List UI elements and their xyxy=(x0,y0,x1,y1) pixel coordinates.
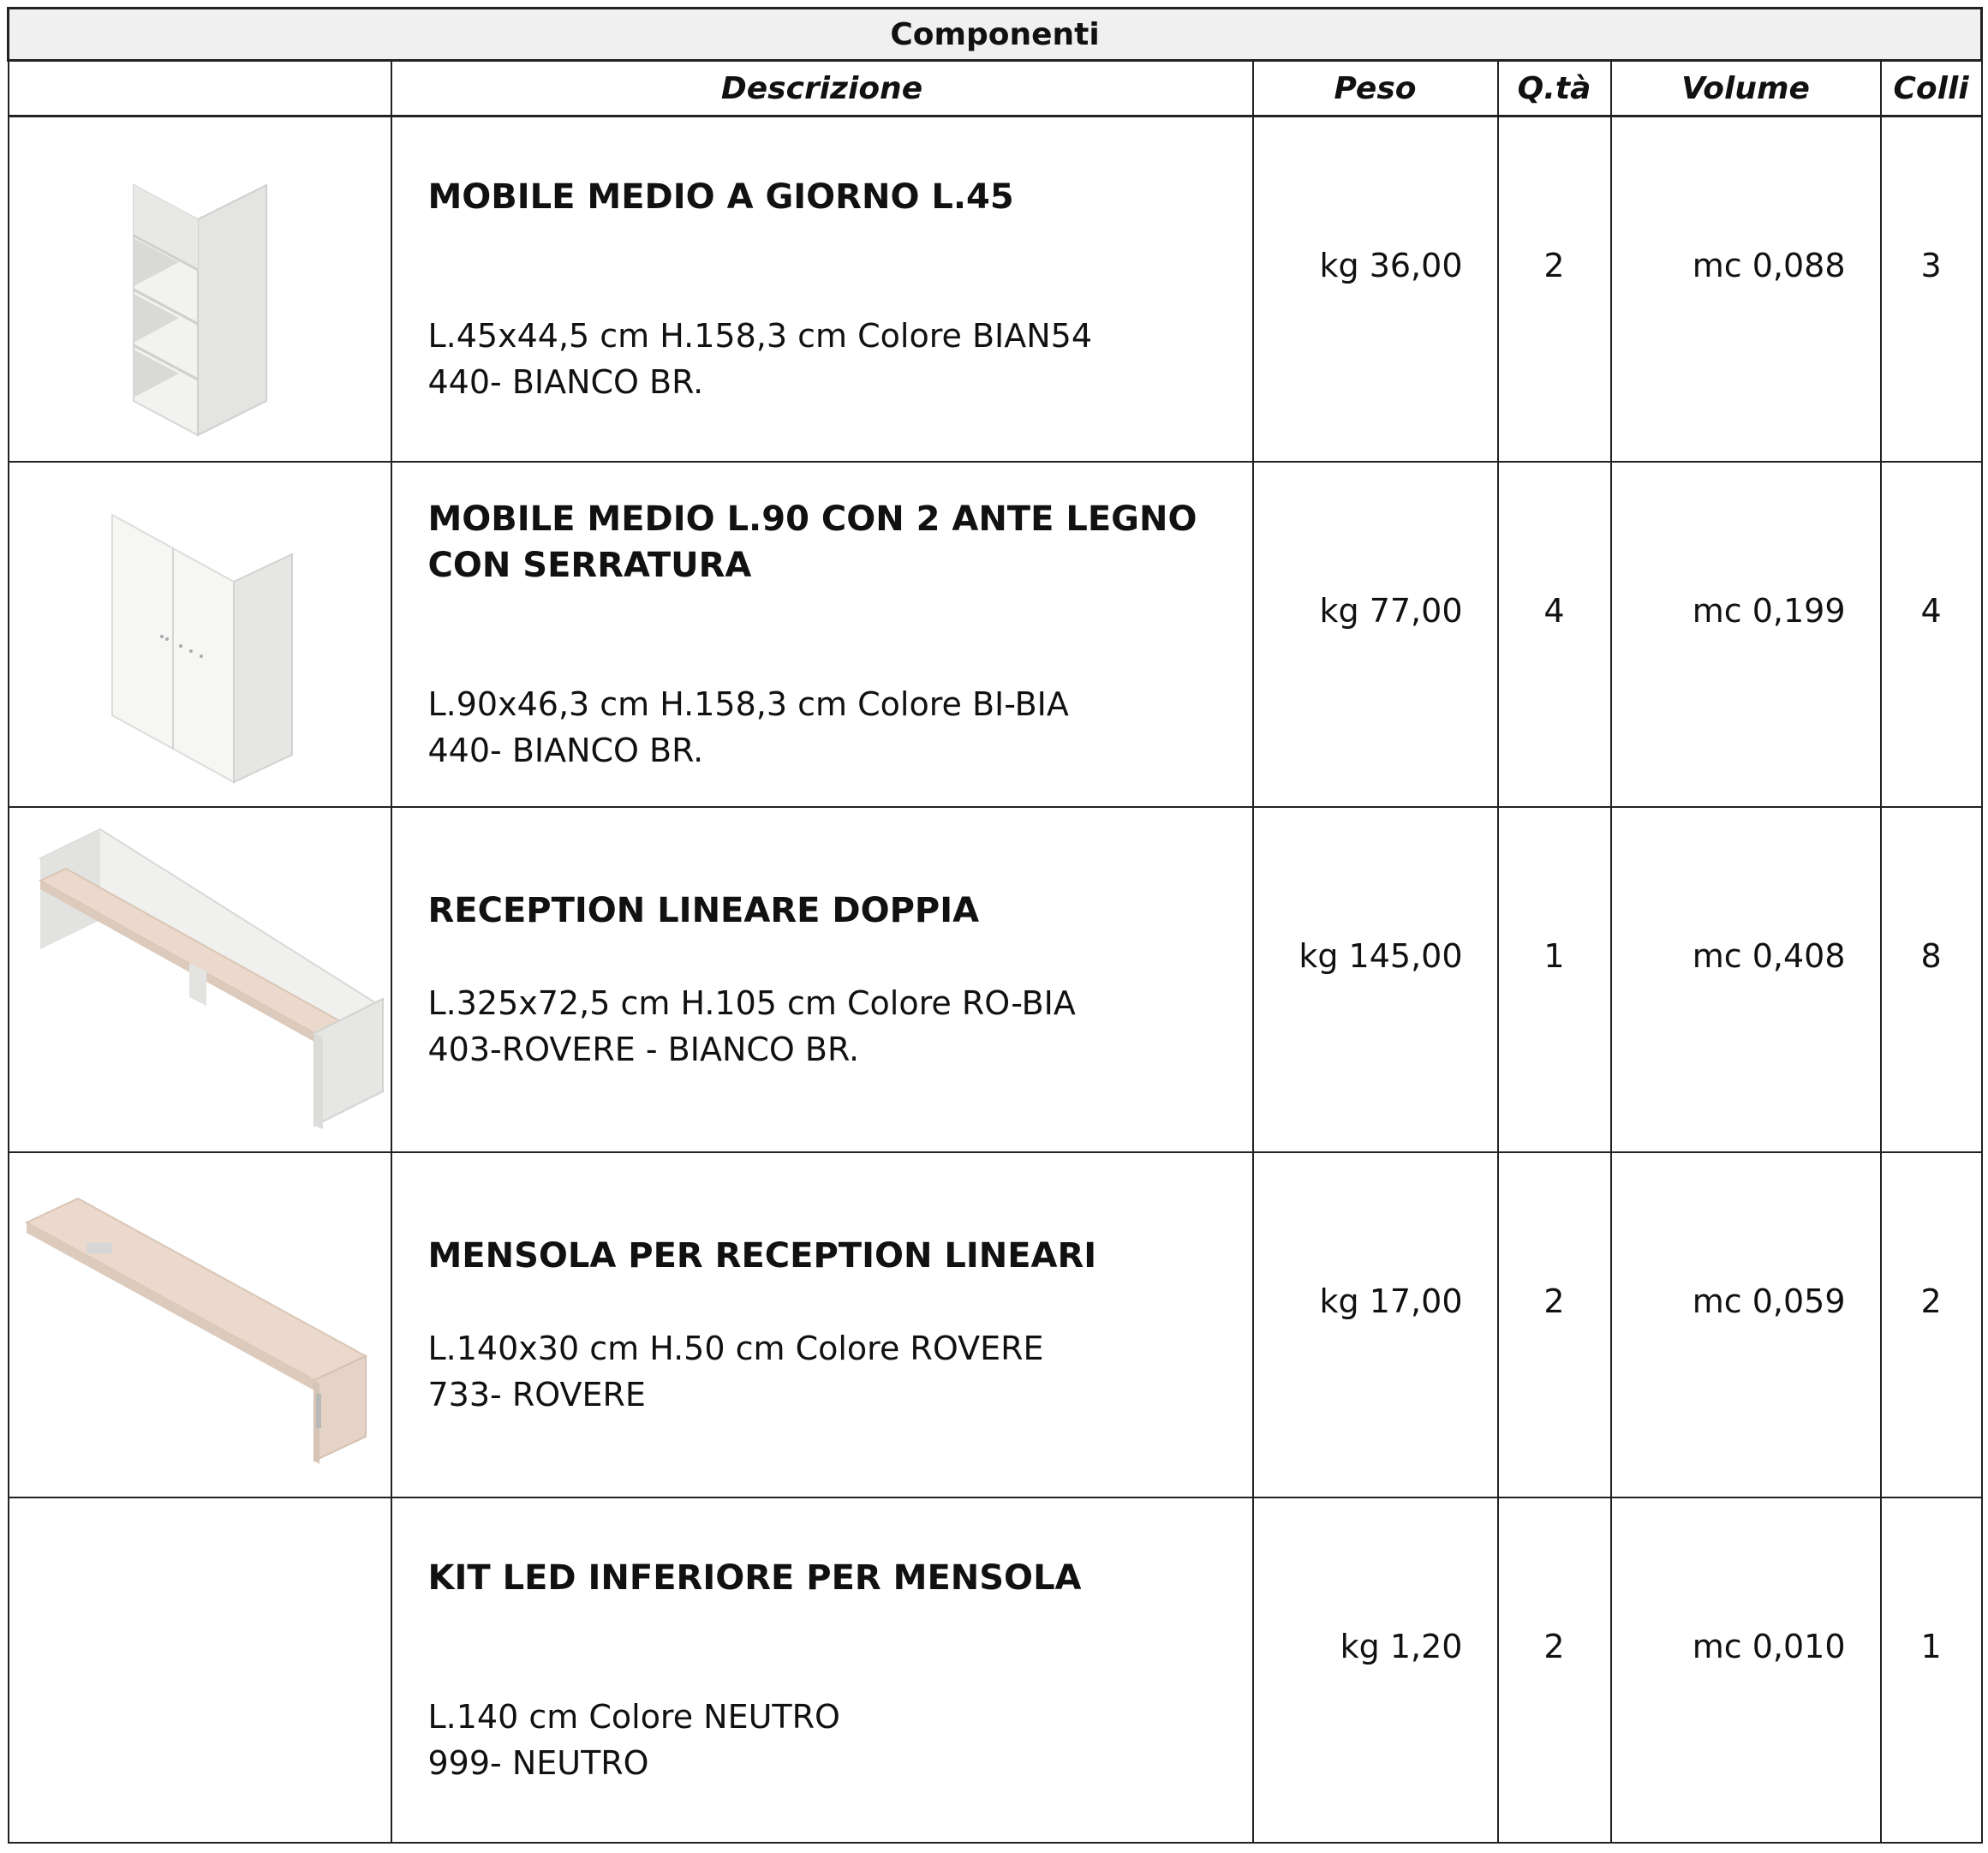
product-spec: L.140 cm Colore NEUTRO xyxy=(427,1697,840,1736)
peso-cell xyxy=(1253,462,1498,807)
table-row xyxy=(9,807,1982,1152)
product-name: MOBILE MEDIO A GIORNO L.45 xyxy=(427,176,1014,217)
product-image-cell xyxy=(9,1497,391,1843)
table-row xyxy=(9,117,1982,463)
peso-cell xyxy=(1253,117,1498,463)
product-color-code: 403-ROVERE - BIANCO BR. xyxy=(427,1030,860,1068)
peso-cell xyxy=(1253,1497,1498,1843)
qta-value: 4 xyxy=(1543,591,1565,630)
description-cell xyxy=(391,117,1253,463)
volume-cell xyxy=(1611,117,1881,463)
colli-value: 8 xyxy=(1920,936,1942,975)
product-image-cell xyxy=(9,462,391,807)
peso-value: kg 77,00 xyxy=(1319,591,1463,630)
product-color-code: 733- ROVERE xyxy=(427,1375,646,1414)
volume-cell xyxy=(1611,462,1881,807)
components-sheet xyxy=(7,7,1980,1844)
qta-cell xyxy=(1498,1497,1611,1843)
description-cell xyxy=(391,462,1253,807)
colli-value: 4 xyxy=(1920,591,1942,630)
header-qta: Q.tà xyxy=(1498,61,1611,117)
header-peso: Peso xyxy=(1253,61,1498,117)
colli-value: 2 xyxy=(1920,1282,1942,1320)
volume-value: mc 0,088 xyxy=(1692,246,1846,284)
qta-cell xyxy=(1498,117,1611,463)
components-table xyxy=(7,7,1983,1844)
product-image-cell xyxy=(9,1152,391,1497)
product-name: RECEPTION LINEARE DOPPIA xyxy=(427,890,980,930)
product-name: KIT LED INFERIORE PER MENSOLA xyxy=(427,1557,1082,1598)
colli-cell xyxy=(1881,1497,1982,1843)
peso-value: kg 17,00 xyxy=(1319,1282,1463,1320)
table-title-row xyxy=(9,9,1982,61)
peso-value: kg 145,00 xyxy=(1298,936,1463,975)
product-color-code: 440- BIANCO BR. xyxy=(427,731,704,769)
volume-value: mc 0,199 xyxy=(1692,591,1846,630)
peso-cell xyxy=(1253,807,1498,1152)
product-spec: L.140x30 cm H.50 cm Colore ROVERE xyxy=(427,1329,1044,1367)
description-cell xyxy=(391,1497,1253,1843)
qta-cell xyxy=(1498,807,1611,1152)
product-image-cell xyxy=(9,117,391,463)
colli-cell xyxy=(1881,1152,1982,1497)
description-cell xyxy=(391,1152,1253,1497)
volume-value: mc 0,408 xyxy=(1692,936,1846,975)
header-volume: Volume xyxy=(1611,61,1881,117)
qta-value: 2 xyxy=(1543,246,1565,284)
peso-value: kg 1,20 xyxy=(1340,1627,1463,1665)
two-door-cabinet-icon xyxy=(9,463,392,805)
product-color-code: 440- BIANCO BR. xyxy=(427,362,704,401)
product-color-code: 999- NEUTRO xyxy=(427,1743,649,1782)
volume-value: mc 0,010 xyxy=(1692,1627,1846,1665)
table-row xyxy=(9,1152,1982,1497)
product-spec: L.45x44,5 cm H.158,3 cm Colore BIAN54 xyxy=(427,316,1092,355)
colli-cell xyxy=(1881,117,1982,463)
volume-cell xyxy=(1611,807,1881,1152)
peso-value: kg 36,00 xyxy=(1319,246,1463,284)
description-cell xyxy=(391,807,1253,1152)
header-colli: Colli xyxy=(1881,61,1982,117)
product-spec: L.325x72,5 cm H.105 cm Colore RO-BIA xyxy=(427,983,1076,1022)
product-image-cell xyxy=(9,807,391,1152)
colli-value: 3 xyxy=(1920,246,1942,284)
product-name: MENSOLA PER RECEPTION LINEARI xyxy=(427,1235,1097,1276)
colli-value: 1 xyxy=(1920,1627,1942,1665)
qta-value: 2 xyxy=(1543,1282,1565,1320)
product-spec: L.90x46,3 cm H.158,3 cm Colore BI-BIA xyxy=(427,684,1069,723)
qta-cell xyxy=(1498,462,1611,807)
qta-cell xyxy=(1498,1152,1611,1497)
volume-cell xyxy=(1611,1497,1881,1843)
volume-cell xyxy=(1611,1152,1881,1497)
open-shelf-unit-icon xyxy=(9,118,392,460)
table-row xyxy=(9,462,1982,807)
qta-value: 2 xyxy=(1543,1627,1565,1665)
colli-cell xyxy=(1881,807,1982,1152)
colli-cell xyxy=(1881,462,1982,807)
header-descrizione: Descrizione xyxy=(391,61,1253,117)
table-row xyxy=(9,1497,1982,1843)
volume-value: mc 0,059 xyxy=(1692,1282,1846,1320)
qta-value: 1 xyxy=(1543,936,1565,975)
table-header-row xyxy=(9,61,1982,117)
peso-cell xyxy=(1253,1152,1498,1497)
product-name: MOBILE MEDIO L.90 CON 2 ANTE LEGNO CON SERRATURA xyxy=(427,499,1197,585)
header-image xyxy=(9,61,391,117)
table-title: Componenti xyxy=(9,9,1982,61)
reception-shelf-icon xyxy=(9,1154,392,1496)
reception-desk-icon xyxy=(9,809,392,1151)
